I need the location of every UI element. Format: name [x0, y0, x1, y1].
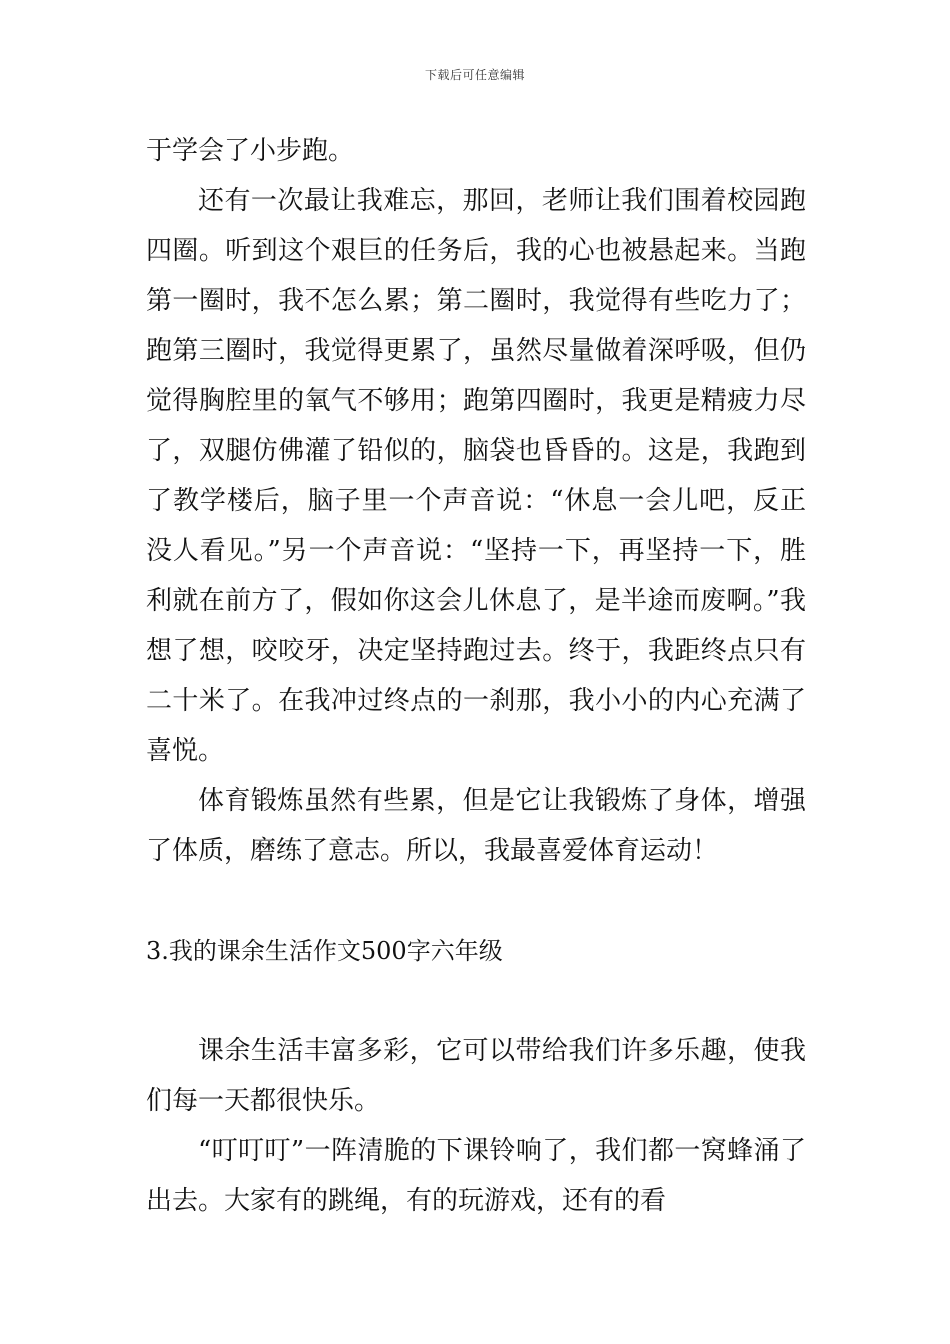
document-body: [146, 126, 806, 1226]
paragraph-conclusion: 体育锻炼虽然有些累，但是它让我锻炼了身体，增强了体质，磨练了意志。所以，我最喜爱体育运动！: [146, 786, 806, 866]
paragraph-running-story: 还有一次最让我难忘，那回，老师让我们围着校园跑四圈。听到这个艰巨的任务后，我的心也被悬起来。当跑第一圈时，我不怎么累；第二圈时，我觉得有些吃力了；跑第三圈时，我觉得更累了，虽然尽量做着深呼吸，但仍觉得胸腔里的氧气不够用；跑第四圈时，我更是精疲力尽了，双腿仿佛灌了铅似的，脑袋也昏昏的。这是，我跑到了教学楼后，脑子里一个声音说：“休息一会儿吧，反正没人看见。”另一个声音说：“坚持一下，再坚持一下，胜利就在前方了，假如你这会儿休息了，是半途而废啊。”我想了想，咬咬牙，决定坚持跑过去。终于，我距终点只有二十米了。在我冲过终点的一刹那，我小小的内心充满了喜悦。: [146, 186, 806, 766]
page-header: 下载后可任意编辑: [424, 68, 525, 82]
section-heading: 3.我的课余生活作文500字六年级: [146, 937, 503, 965]
paragraph-intro: 课余生活丰富多彩，它可以带给我们许多乐趣，使我们每一天都很快乐。: [146, 1036, 806, 1116]
spacer: [146, 976, 806, 1026]
paragraph-recess: “叮叮叮”一阵清脆的下课铃响了，我们都一窝蜂涌了出去。大家有的跳绳，有的玩游戏，还有的看: [146, 1136, 806, 1216]
spacer: [146, 876, 806, 926]
paragraph-continuation: 于学会了小步跑。: [146, 136, 355, 166]
